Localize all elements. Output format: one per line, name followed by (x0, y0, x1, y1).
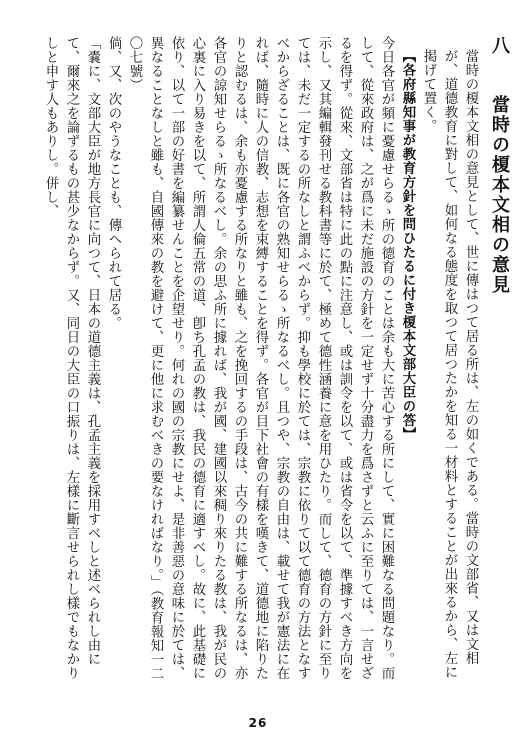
section-title: 當時の榎本文相の意見 (489, 95, 510, 295)
body-text (12, 36, 510, 684)
paragraph-transition: 倘、又、次のやうなことも、傳へられて居る。 (106, 36, 121, 330)
paragraph-intro: 當時の榎本文相の意見として、世に傳はつて居る所は、左の如くである。當時の文部省、又は文相が、道德教育に對して、如何なる態度を取つて居つたかを知る一材料とすることが出來るから、左に掲げて置く。 (421, 49, 478, 679)
section-heading (489, 36, 510, 684)
paragraph-quote: 今日各官が頻に憂慮せらるゝ所の德育のことは余も大に苦心する所にして、實に困難なる問題なり。而して、從來政府は、之が爲に未だ施設の方針を一定せず十分盡力を爲さずと云ふに至りては、一言せざるを得ず。從來、文部省は特に此の點に注意し、或は訓令を以て、或は省令を以て、準據すべき方向を示し、又其編輯發刊せる教科書等に於て、極めて德性涵養に意を用ひたり。而して、德育の方針に至りては、未だ一定するの所なしと謂ふべからず。抑も學校に於ては、宗教に依りて以て德育の方法となすべからざることは、既に各官の熟知せらるゝ所なるべし。且つや、宗教の自由は、載せて我が憲法に在れば、隨時に人の信教、志想を束縛することを得ず。各官が目下社會の有樣を嘆きて、道德地に陷りたりと認むるは、余も亦憂慮する所なりと雖も、之を挽回するの手段は、古今の共に難する所なるは、亦各官の諒知せらるゝ所なるべし。余の思ふ所に據れば、我が國、建國以來稠り來りたる教は、我が民の心裏に入り易きを以て、所謂人倫五常の道、卽ち孔孟の教は、我民の德育に適すべし。故に、此基礎に依り、以て一部の好書を編纂せんことを企望せり。何れの國の宗教にせよ、是非善惡の意味に於ては、異なることなしと雖も、自國傳來の教を避けて、更に他に求むべきの要なければなり。」（教育報知一二〇七號） (127, 36, 394, 681)
page-number: 26 (248, 716, 268, 730)
paragraph-continued: 「嚢に、文部大臣が地方長官に向つて、日本の道德主義は、孔孟主義を採用すべしと述べられし由にて、爾來之を論ずるもの甚少なからず。又、同日の大臣の口振りは、左樣に斷言せられし樣でもなかりしと申す人もありし。併し、 (43, 36, 100, 680)
section-number: 八 (489, 36, 510, 56)
quote-heading: 【各府縣知事が教育方針を問ひたるに付き榎本文部大臣の答】 (400, 49, 415, 441)
